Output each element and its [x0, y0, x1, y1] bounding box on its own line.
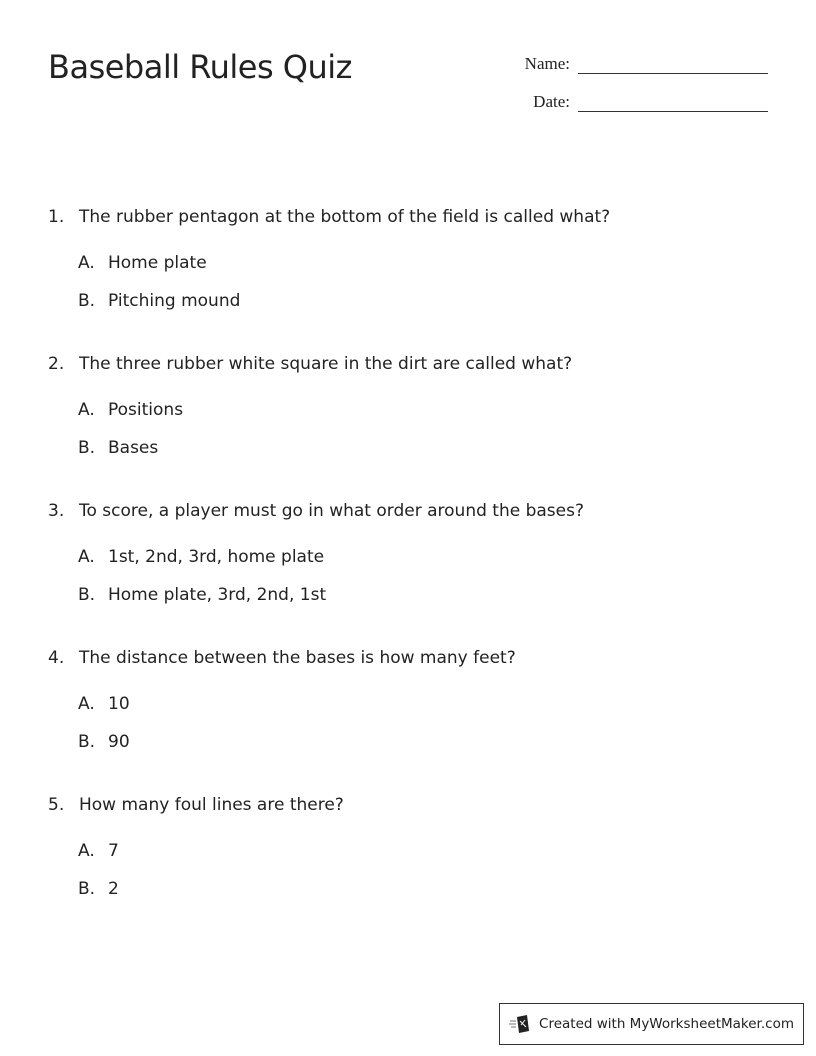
date-field [500, 92, 768, 112]
question-3 [48, 499, 768, 646]
name-field [500, 54, 768, 74]
question-number: 2. [48, 354, 65, 374]
page-title: Baseball Rules Quiz [48, 48, 352, 86]
question-list [48, 205, 768, 940]
option-letter: B. [78, 438, 96, 458]
option-letter: A. [78, 841, 95, 861]
option-text: Positions [108, 400, 184, 420]
name-blank-line [578, 55, 768, 74]
option-letter: A. [78, 694, 95, 714]
date-label: Date: [533, 92, 570, 111]
footer-credit[interactable] [499, 1003, 804, 1045]
option-a [78, 545, 768, 569]
option-letter: A. [78, 400, 95, 420]
option-text: Home plate [108, 253, 207, 273]
option-letter: B. [78, 291, 96, 311]
question-2 [48, 352, 768, 499]
question-number: 4. [48, 648, 65, 668]
option-letter: B. [78, 879, 96, 899]
question-number: 3. [48, 501, 65, 521]
option-letter: B. [78, 732, 96, 752]
question-number: 1. [48, 207, 65, 227]
worksheet-logo-icon [509, 1014, 531, 1034]
question-text: To score, a player must go in what order around the bases? [79, 501, 584, 521]
option-letter: A. [78, 547, 95, 567]
question-text: The rubber pentagon at the bottom of the field is called what? [79, 207, 611, 227]
question-text: The distance between the bases is how many feet? [79, 648, 516, 668]
question-text: The three rubber white square in the dirt are called what? [79, 354, 573, 374]
option-b [78, 877, 768, 901]
question-1 [48, 205, 768, 352]
question-number: 5. [48, 795, 65, 815]
question-4 [48, 646, 768, 793]
name-label: Name: [524, 54, 570, 73]
question-5 [48, 793, 768, 940]
option-text: Pitching mound [108, 291, 241, 311]
option-b [78, 583, 768, 607]
option-text: 1st, 2nd, 3rd, home plate [108, 547, 325, 567]
footer-text: Created with MyWorksheetMaker.com [539, 1016, 794, 1032]
question-text: How many foul lines are there? [79, 795, 344, 815]
option-a [78, 398, 768, 422]
option-text: 7 [108, 841, 119, 861]
option-b [78, 730, 768, 754]
option-a [78, 692, 768, 716]
option-a [78, 251, 768, 275]
option-b [78, 436, 768, 460]
option-text: Bases [108, 438, 159, 458]
date-blank-line [578, 93, 768, 112]
option-text: 2 [108, 879, 119, 899]
option-text: Home plate, 3rd, 2nd, 1st [108, 585, 327, 605]
option-text: 10 [108, 694, 130, 714]
option-a [78, 839, 768, 863]
option-b [78, 289, 768, 313]
option-letter: B. [78, 585, 96, 605]
option-letter: A. [78, 253, 95, 273]
option-text: 90 [108, 732, 130, 752]
